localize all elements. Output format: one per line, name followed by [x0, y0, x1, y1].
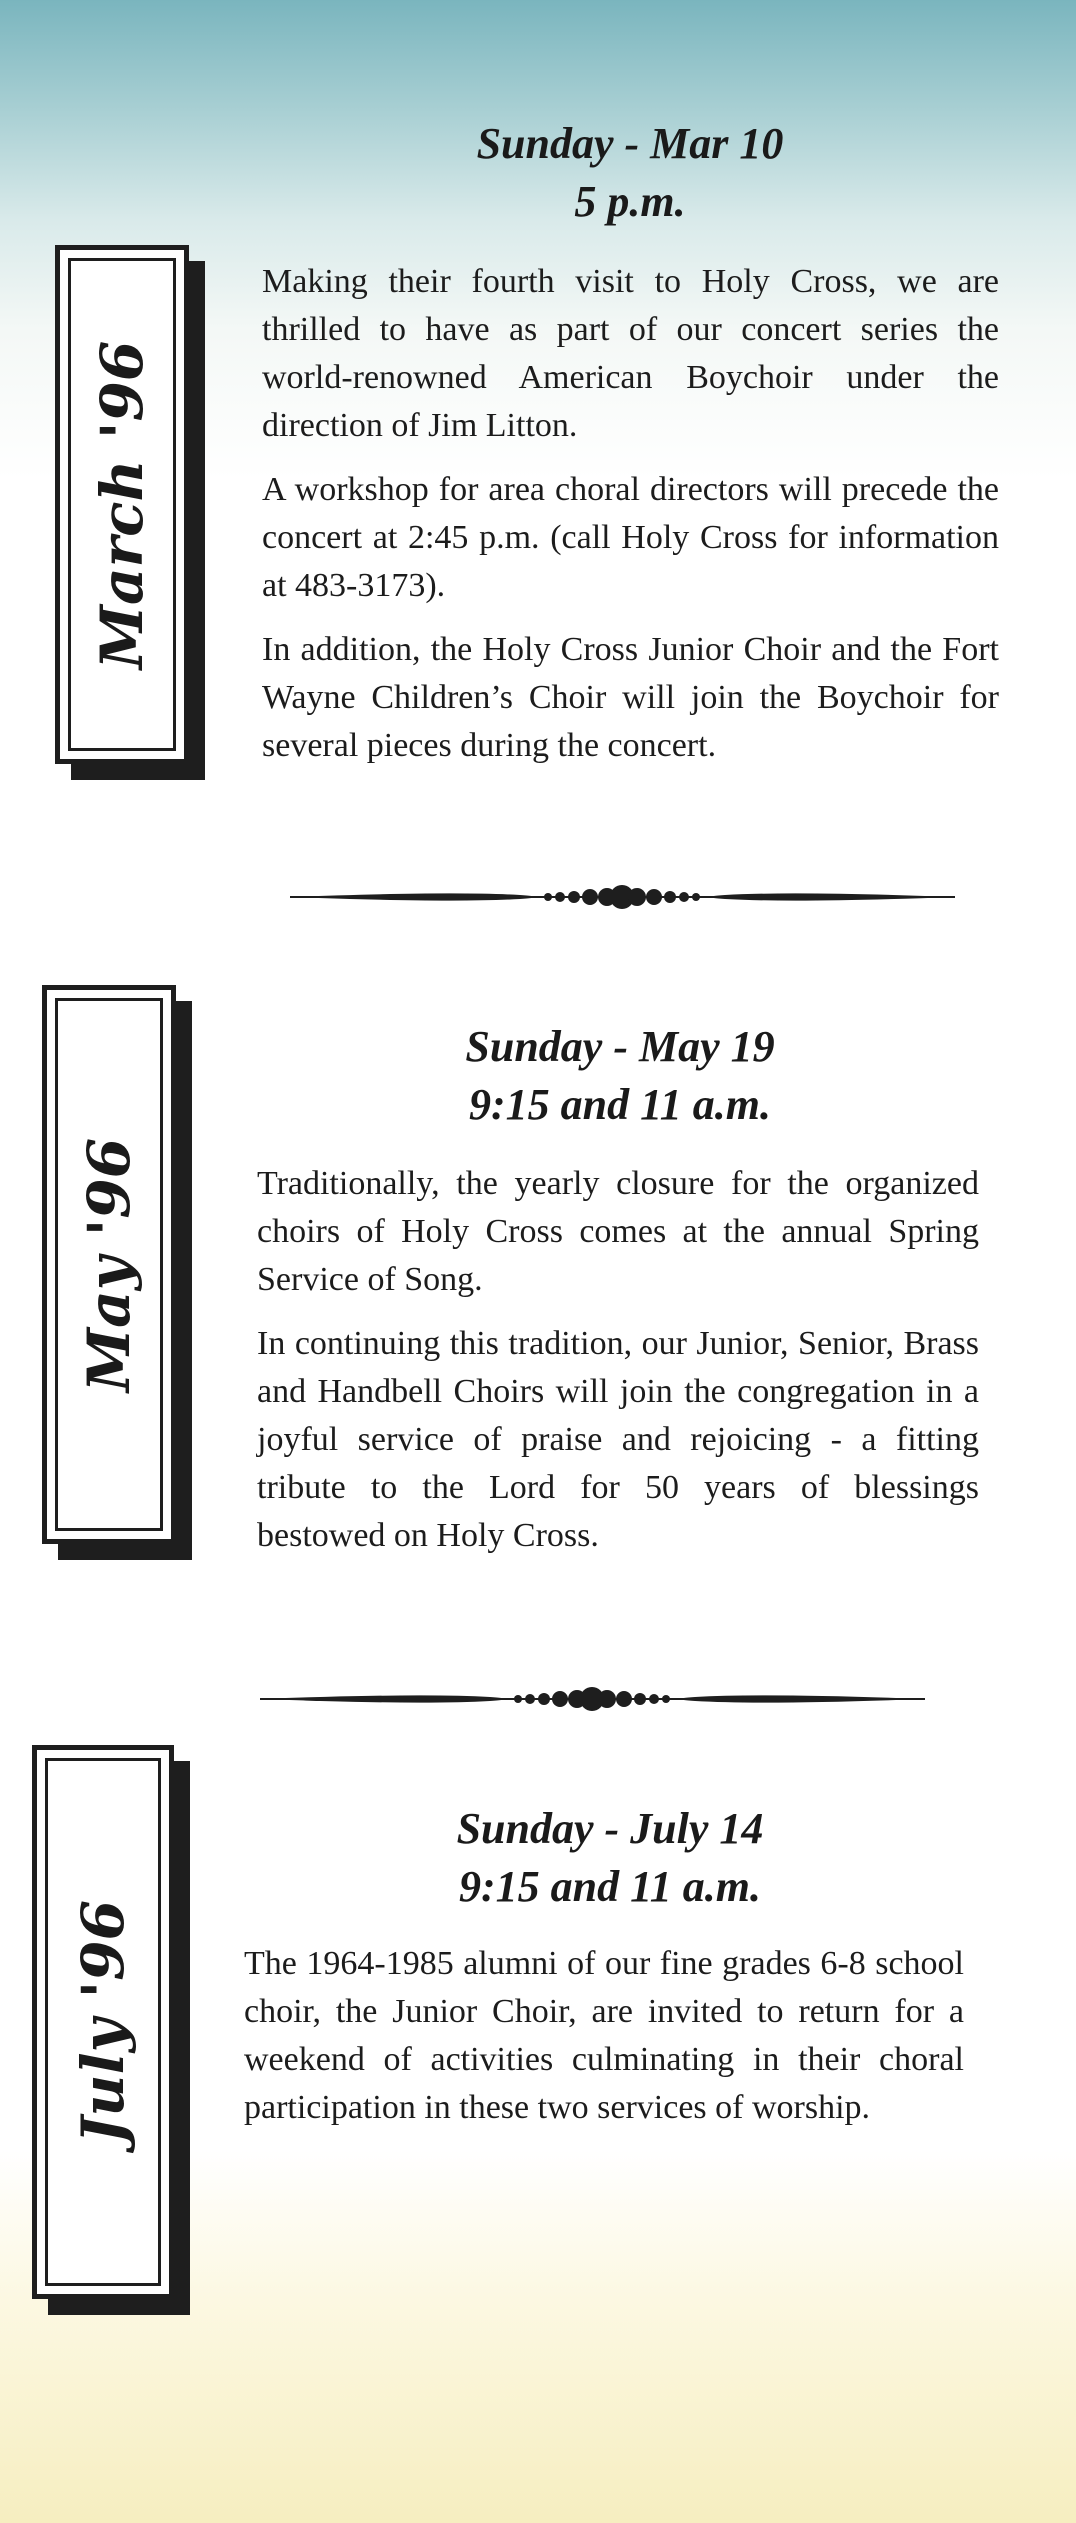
paragraph: In addition, the Holy Cross Junior Choir and the Fort Wayne Children’s Choir will join the Boychoir for several pieces during the concert. — [262, 631, 999, 764]
event-date: Sunday - July 14 — [456, 1804, 764, 1853]
event-date: Sunday - May 19 — [465, 1022, 775, 1071]
ornament-divider — [260, 1680, 925, 1718]
month-tab-may — [42, 985, 192, 1560]
paragraph: The 1964-1985 alumni of our fine grades 6-8 school choir, the Junior Choir, are invited to return for a weekend of activities culminating in their choral participation in these two services of worship. — [244, 1945, 964, 2126]
month-tab-july — [32, 1745, 190, 2315]
event-time: 9:15 and 11 a.m. — [459, 1862, 761, 1911]
event-time: 9:15 and 11 a.m. — [469, 1080, 771, 1129]
paragraph: A workshop for area choral directors will precede the concert at 2:45 p.m. (call Holy Cross for information at 483-3173). — [262, 471, 999, 604]
month-tab-label: March '96 — [88, 340, 156, 669]
event-heading-march — [260, 115, 1000, 231]
paragraph: Traditionally, the yearly closure for the organized choirs of Holy Cross comes at the annual Spring Service of Song. — [257, 1165, 979, 1298]
ornament-divider — [290, 878, 955, 916]
paragraph: Making their fourth visit to Holy Cross, we are thrilled to have as part of our concert series the world-renowned American Boychoir under the direction of Jim Litton. — [262, 263, 999, 444]
event-description-may — [257, 1160, 979, 1576]
event-description-july — [244, 1940, 964, 2148]
month-tab-label: July '96 — [69, 1899, 137, 2145]
event-time: 5 p.m. — [574, 177, 686, 226]
paragraph: In continuing this tradition, our Junior, Senior, Brass and Handbell Choirs will join the congregation in a joyful service of praise and rejoicing - a fitting tribute to the Lord for 50 years of blessings bestowed on Holy Cross. — [257, 1325, 979, 1554]
event-date: Sunday - Mar 10 — [476, 119, 784, 168]
month-tab-march — [55, 245, 205, 780]
month-tab-label: May '96 — [75, 1137, 143, 1392]
event-description-march — [262, 258, 999, 786]
event-heading-july — [245, 1800, 975, 1916]
event-heading-may — [255, 1018, 985, 1134]
